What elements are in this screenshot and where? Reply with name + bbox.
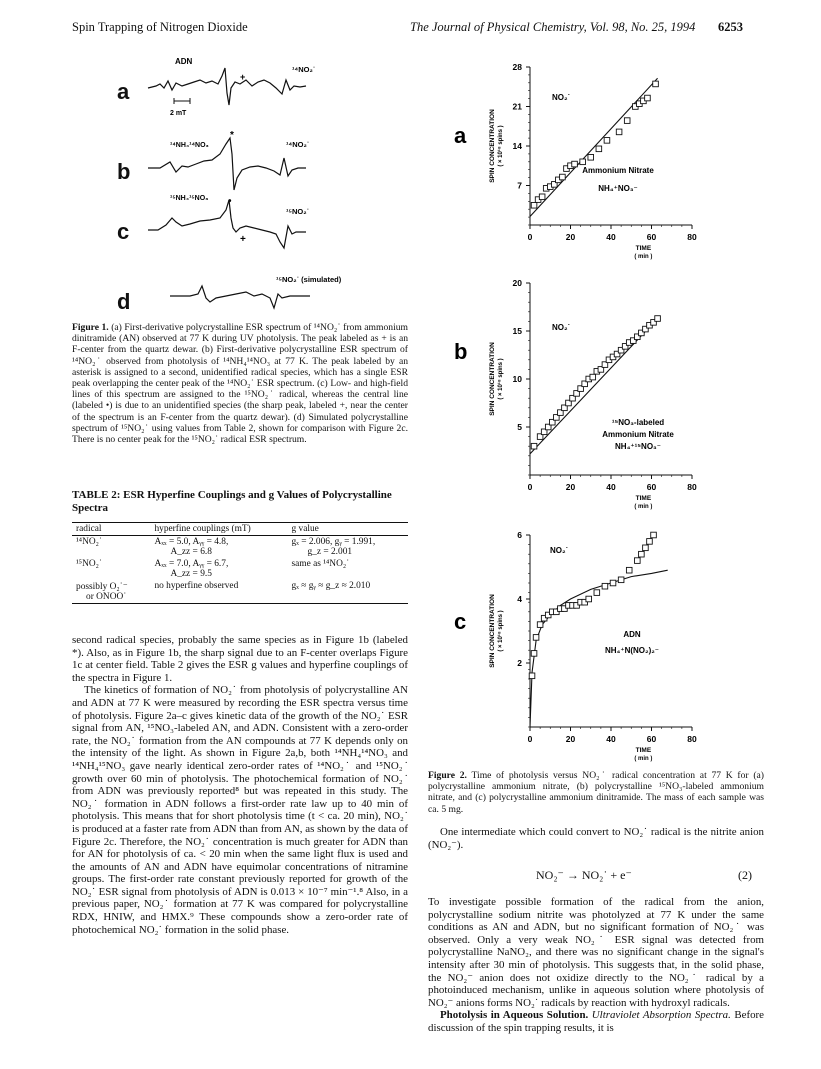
- right-column-text: [428, 826, 764, 851]
- table-row: [72, 580, 408, 604]
- table-cell-radical: [72, 580, 150, 604]
- fig2a-species-label: NO₂˙: [552, 93, 571, 102]
- g-line-1: gₓ = 2.006, gᵧ = 1.991,: [291, 537, 376, 547]
- paragraph: [428, 1009, 764, 1034]
- fig2b-x-label-2: ( min ): [634, 504, 653, 510]
- fig2a-data-point: [539, 194, 545, 200]
- fig2b-y-label-2: ( × 10¹⁸ spins ): [498, 358, 504, 400]
- fig2b-data-point: [655, 316, 661, 322]
- fig2a-data-point: [572, 161, 578, 167]
- fig1b-label-no2: ¹⁴NO₂˙: [286, 140, 310, 149]
- figure-1-caption-text: (a) First-derivative polycrystalline ESR spectrum of ¹⁴NO₂˙ from ammonium dinitramide (AN) observed at 77 K during UV photolysis. The peak labeled as + is an F-center from the quartz dewar. (b) First-derivative polycrystalline ESR spectrum of ¹⁴NO₂˙ observed from photolysis of ¹⁴NH₄¹⁴NO₃ at 77 K. The peak labeled by an asterisk is assigned to a second, unidentified radical species, which has a single ESR peak overlapping the center peak of the ¹⁴NO₂˙ ESR spectrum. (c) Low- and high-field lines of this spectrum are assigned to the ¹⁵NO₂˙ radical, whereas the central line (labeled •) is due to an unidentified species (the sharp peak, labeled +, near the center of the spectrum is an F-center from the quartz dewar). (d) Simulated polycrystalline spectrum of ¹⁵NO₂˙ using values from Table 2, shown for comparison with Figure 2c. There is no center peak for the ¹⁵NO₂˙ radical ESR spectrum.: [72, 322, 408, 446]
- figure-2-caption: [428, 770, 764, 815]
- page-number: 6253: [718, 20, 743, 34]
- fig2b-y-tick-label: 5: [517, 422, 522, 432]
- fig2a-data-point: [653, 81, 659, 87]
- fig2c-compound-label-2: NH₄⁺N(NO₂)₂⁻: [604, 646, 660, 655]
- fig2a-y-label-2: ( × 10¹⁸ spins ): [498, 125, 504, 167]
- hf-line-2: A_zz = 6.8: [170, 547, 212, 557]
- fig2a-x-label-2: ( min ): [634, 254, 653, 260]
- section-heading: Photolysis in Aqueous Solution.: [440, 1009, 589, 1022]
- fig2c-data-point: [531, 651, 537, 657]
- subsection-heading: Ultraviolet Absorption Spectra.: [591, 1009, 731, 1022]
- table-cell-hyperfine: [150, 558, 287, 580]
- fig2c-x-tick-label: 20: [565, 734, 576, 744]
- fig2c-data-point: [529, 673, 535, 679]
- fig2c-y-tick-label: 6: [517, 530, 522, 540]
- fig2a-x-label-1: TIME: [635, 245, 652, 252]
- fig1-letter-a: a: [117, 79, 130, 104]
- fig2a-x-tick-label: 80: [687, 232, 697, 242]
- fig2a-data-point: [580, 159, 586, 165]
- fig2c-data-point: [643, 545, 649, 551]
- fig2-letter-c: c: [454, 609, 467, 634]
- paragraph: second radical species, probably the same species as in Figure 1b (labeled *). Also, as in Figure 1b, the sharp signal due to an F-center overlaps Figure 1c at center field. Table 2 gives the ESR g values and hyperfine couplings of the spectra in Figure 1.: [72, 634, 408, 684]
- table-2-col-g-value: g value: [291, 524, 319, 534]
- right-column-text-2: [428, 896, 764, 1035]
- fig2b-compound-label-1: ¹⁵NO₃-labeled: [611, 418, 665, 427]
- fig2a-fit-line: [530, 78, 658, 216]
- fig2c-data-point: [635, 558, 641, 564]
- fig2a-compound-label-1: Ammonium Nitrate: [582, 166, 654, 175]
- fig2a-data-point: [645, 95, 651, 101]
- fig2c-x-tick-label: 60: [646, 734, 657, 744]
- fig1-letter-b: b: [117, 159, 131, 184]
- table-cell-radical: ¹⁴NO₂˙: [76, 537, 103, 547]
- hf-line-1: Aₓₓ = 5.0, Aᵧᵧ = 4.8,: [154, 537, 229, 547]
- fig2b-x-tick-label: 20: [565, 482, 576, 492]
- fig2c-data-point: [618, 577, 624, 583]
- fig1a-spectrum-trace: [148, 68, 306, 105]
- fig1a-label-no2: ¹⁴NO₂˙: [292, 65, 316, 74]
- hf-line-2: A_zz = 9.5: [170, 569, 212, 579]
- fig2b-x-tick-label: 60: [646, 482, 657, 492]
- fig2b-y-tick-label: 10: [512, 374, 522, 384]
- radical-line-1: possibly O₂˙⁻: [76, 582, 128, 592]
- fig2c-data-point: [639, 551, 645, 557]
- fig2c-x-tick-label: 80: [687, 734, 697, 744]
- hf-line-1: Aₓₓ = 7.0, Aᵧᵧ = 6.7,: [154, 559, 229, 569]
- figure-2-caption-label: Figure 2.: [428, 770, 467, 781]
- table-2: [72, 522, 408, 604]
- fig2a-data-point: [596, 146, 602, 152]
- paragraph: To investigate possible formation of the radical from the anion, polycrystalline sodium nitrite was photolyzed at 77 K under the same conditions as AN and ADN, but no significant formation of NO₂˙ was observed. Only a very weak NO₂˙ ESR signal was detected from polycrystalline NaNO₂, and there was no significant change in the signal's intensity after 30 min of photolysis. This suggests that, in the solid phase, the NO₂⁻ anion does not oxidize directly to the NO₂˙ radical by a photoinduced mechanism, unlike in aqueous solution where photolysis of NO₂⁻ anions forms NO₂˙ radicals by reaction with hydroxyl radicals.: [428, 896, 764, 1009]
- fig2-letter-a: a: [454, 123, 467, 148]
- fig2a-x-tick-label: 20: [565, 232, 576, 242]
- table-2-col-hyperfine: hyperfine couplings (mT): [154, 524, 251, 534]
- fig1b-label-source: ¹⁴NH₄¹⁴NO₃: [170, 142, 209, 149]
- figure-1-caption: [72, 322, 408, 445]
- fig2c-y-tick-label: 4: [517, 594, 522, 604]
- fig1d-spectrum-trace: [170, 286, 310, 308]
- fig2a-compound-label-2: NH₄⁺NO₃⁻: [598, 184, 638, 193]
- fig2b-species-label: NO₂˙: [552, 323, 571, 332]
- fig2c-data-point: [647, 539, 653, 545]
- fig2c-data-point: [602, 583, 608, 589]
- table-2-header-row: [72, 523, 408, 536]
- fig2a-y-tick-label: 28: [512, 62, 522, 72]
- fig1a-label-fcenter: +: [240, 72, 246, 82]
- fig2a-y-tick-label: 14: [512, 141, 522, 151]
- fig2a-data-point: [624, 118, 630, 124]
- running-head: Spin Trapping of Nitrogen Dioxide: [72, 20, 248, 34]
- fig2a-y-tick-label: 21: [512, 101, 522, 112]
- fig2c-data-point: [537, 622, 543, 628]
- fig2c-y-tick-label: 2: [517, 658, 522, 668]
- fig2-letter-b: b: [454, 339, 468, 364]
- fig2b-data-point: [590, 374, 596, 380]
- fig1b-label-asterisk: *: [230, 130, 234, 141]
- fig2a-x-tick-label: 0: [527, 232, 533, 242]
- fig2c-y-label-2: ( × 10¹⁸ spins ): [498, 610, 504, 652]
- fig1c-label-source: ¹⁵NH₄¹⁵NO₃: [170, 195, 209, 202]
- fig2c-y-label-1: SPIN CONCENTRATION: [489, 594, 496, 668]
- fig2b-x-tick-label: 0: [527, 482, 533, 492]
- fig2a-y-label-1: SPIN CONCENTRATION: [489, 109, 496, 183]
- paragraph: One intermediate which could convert to NO₂˙ radical is the nitrite anion (NO₂⁻).: [428, 826, 764, 851]
- journal-citation: The Journal of Physical Chemistry, Vol. 98, No. 25, 1994: [410, 20, 696, 34]
- fig2c-data-point: [533, 635, 539, 641]
- fig2c-data-point: [610, 580, 616, 586]
- fig2b-compound-label-2: Ammonium Nitrate: [602, 430, 674, 439]
- table-cell-g: gₓ ≈ gᵧ ≈ g_z ≈ 2.010: [291, 581, 371, 591]
- equation-2-number: (2): [738, 868, 752, 882]
- figure-1-caption-label: Figure 1.: [72, 322, 109, 333]
- fig2c-data-point: [594, 590, 600, 596]
- fig2c-compound-label-1: ADN: [623, 630, 641, 639]
- fig1-letter-c: c: [117, 219, 130, 244]
- radical-line-2: or ONOO˙: [86, 592, 127, 602]
- fig2a-data-point: [604, 138, 610, 144]
- fig2b-y-tick-label: 15: [512, 326, 522, 336]
- figure-1-spectra: [130, 50, 360, 315]
- table-row: [72, 558, 408, 580]
- fig2b-y-label-1: SPIN CONCENTRATION: [489, 342, 496, 416]
- fig2a-data-point: [616, 129, 622, 135]
- fig2a-x-tick-label: 40: [606, 232, 616, 242]
- figure-2-charts: [440, 55, 730, 790]
- table-cell-hyperfine: [150, 536, 287, 559]
- fig1a-label-adn: ADN: [175, 57, 193, 66]
- fig1c-label-fcenter: +: [240, 234, 246, 245]
- fig1c-label-no2: ¹⁵NO₂˙: [286, 207, 310, 216]
- fig2c-data-point: [586, 596, 592, 602]
- paragraph-text: Before discussion of the spin trapping results, it is: [428, 1009, 764, 1034]
- fig2b-data-point: [531, 443, 537, 449]
- fig2c-x-label-2: ( min ): [634, 756, 653, 762]
- fig2c-species-label: NO₂˙: [550, 546, 569, 555]
- fig1c-spectrum-trace: [148, 200, 306, 248]
- fig2a-y-tick-label: 7: [517, 180, 522, 191]
- g-line-2: g_z = 2.001: [307, 547, 353, 557]
- table-row: [72, 536, 408, 559]
- paragraph: The kinetics of formation of NO₂˙ from photolysis of polycrystalline AN and ADN at 77 K were measured by recording the ESR spectra versus time of photolysis. Figure 2a–c gives kinetic data of the growth of the NO₂˙ ESR signal from AN, ¹⁵NO₃-labeled AN, and ADN. Consistent with a zero-order rate, the NO₂˙ formation from the AN compounds at 77 K depends only on the intensity of the light. As shown in Figure 2a,b, both ¹⁴NH₄¹⁴NO₃ and ¹⁴NH₄¹⁵NO₃ gave nearly identical zero-order rates of ¹⁴NO₂˙ and ¹⁵NO₂˙ growth over 60 min of photolysis. The photochemical formation of NO₂˙ from ADN was previously reported⁸ but was repeated in this study. The NO₂˙ formation in ADN follows a first-order rate law up to 40 min of photolysis. This means that for short photolysis time (t < ca. 20 min), NO₂˙ is produced at a faster rate from ADN than from AN, as shown by the data of Figure 2c. Therefore, the NO₂˙ concentration is much greater for ADN than for AN for photolysis of ca. < 20 min when the same light flux is used and the amounts of AN and ADN have equimolar concentrations of nitramine groups. The first-order rate constant previously reported for growth of the NO₂˙ ESR signal from photolysis of ADN is 0.013 × 10⁻⁷ min⁻¹.⁸ Also, in a previous paper, NO₂˙ formation at 77 K was compared for polycrystalline RDX, HNIW, and HMX.⁹ These compounds show a zero-order rate of photochemical NO₂˙ formation in the solid phase.: [72, 684, 408, 936]
- fig1c-label-dot: •: [228, 196, 232, 207]
- table-2-col-radical: radical: [76, 524, 102, 534]
- equation-2: NO₂⁻ → NO₂˙ + e⁻: [536, 868, 632, 882]
- fig2a-data-point: [560, 174, 566, 180]
- fig2b-x-label-1: TIME: [635, 495, 652, 502]
- table-cell-g: [287, 558, 408, 580]
- table-2-title: TABLE 2: ESR Hyperfine Couplings and g Values of Polycrystalline Spectra: [72, 489, 392, 514]
- fig2b-y-tick-label: 20: [512, 278, 522, 288]
- fig2b-x-tick-label: 40: [606, 482, 616, 492]
- fig2c-data-point: [651, 532, 657, 538]
- table-cell-hyperfine: no hyperfine observed: [154, 581, 239, 591]
- fig2c-x-tick-label: 0: [527, 734, 533, 744]
- fig2c-x-tick-label: 40: [606, 734, 616, 744]
- table-cell-g: [287, 536, 408, 559]
- fig2b-x-tick-label: 80: [687, 482, 697, 492]
- fig2a-data-point: [588, 154, 594, 160]
- fig2a-x-tick-label: 60: [646, 232, 657, 242]
- fig2b-compound-label-3: NH₄⁺¹⁵NO₃⁻: [615, 442, 661, 451]
- fig1a-scale-label: 2 mT: [170, 110, 187, 117]
- fig1d-label-simulated: ¹⁵NO₂˙ (simulated): [276, 275, 342, 284]
- figure-2-caption-text: Time of photolysis versus NO₂˙ radical concentration at 77 K for (a) polycrystalline ammonium nitrate, (b) polycrystalline ¹⁵NO₃-labeled ammonium nitrate, and (c) polycrystalline ammonium dinitramide. The mass of each sample was ca. 5 mg.: [428, 770, 764, 815]
- left-column-text: [72, 634, 408, 936]
- g-line-1: same as ¹⁴NO₂˙: [291, 559, 350, 569]
- fig2c-data-point: [626, 567, 632, 573]
- fig1-letter-d: d: [117, 289, 131, 314]
- fig2c-x-label-1: TIME: [635, 747, 652, 754]
- fig2a-data-point: [531, 202, 537, 208]
- table-cell-radical: ¹⁵NO₂˙: [76, 559, 103, 569]
